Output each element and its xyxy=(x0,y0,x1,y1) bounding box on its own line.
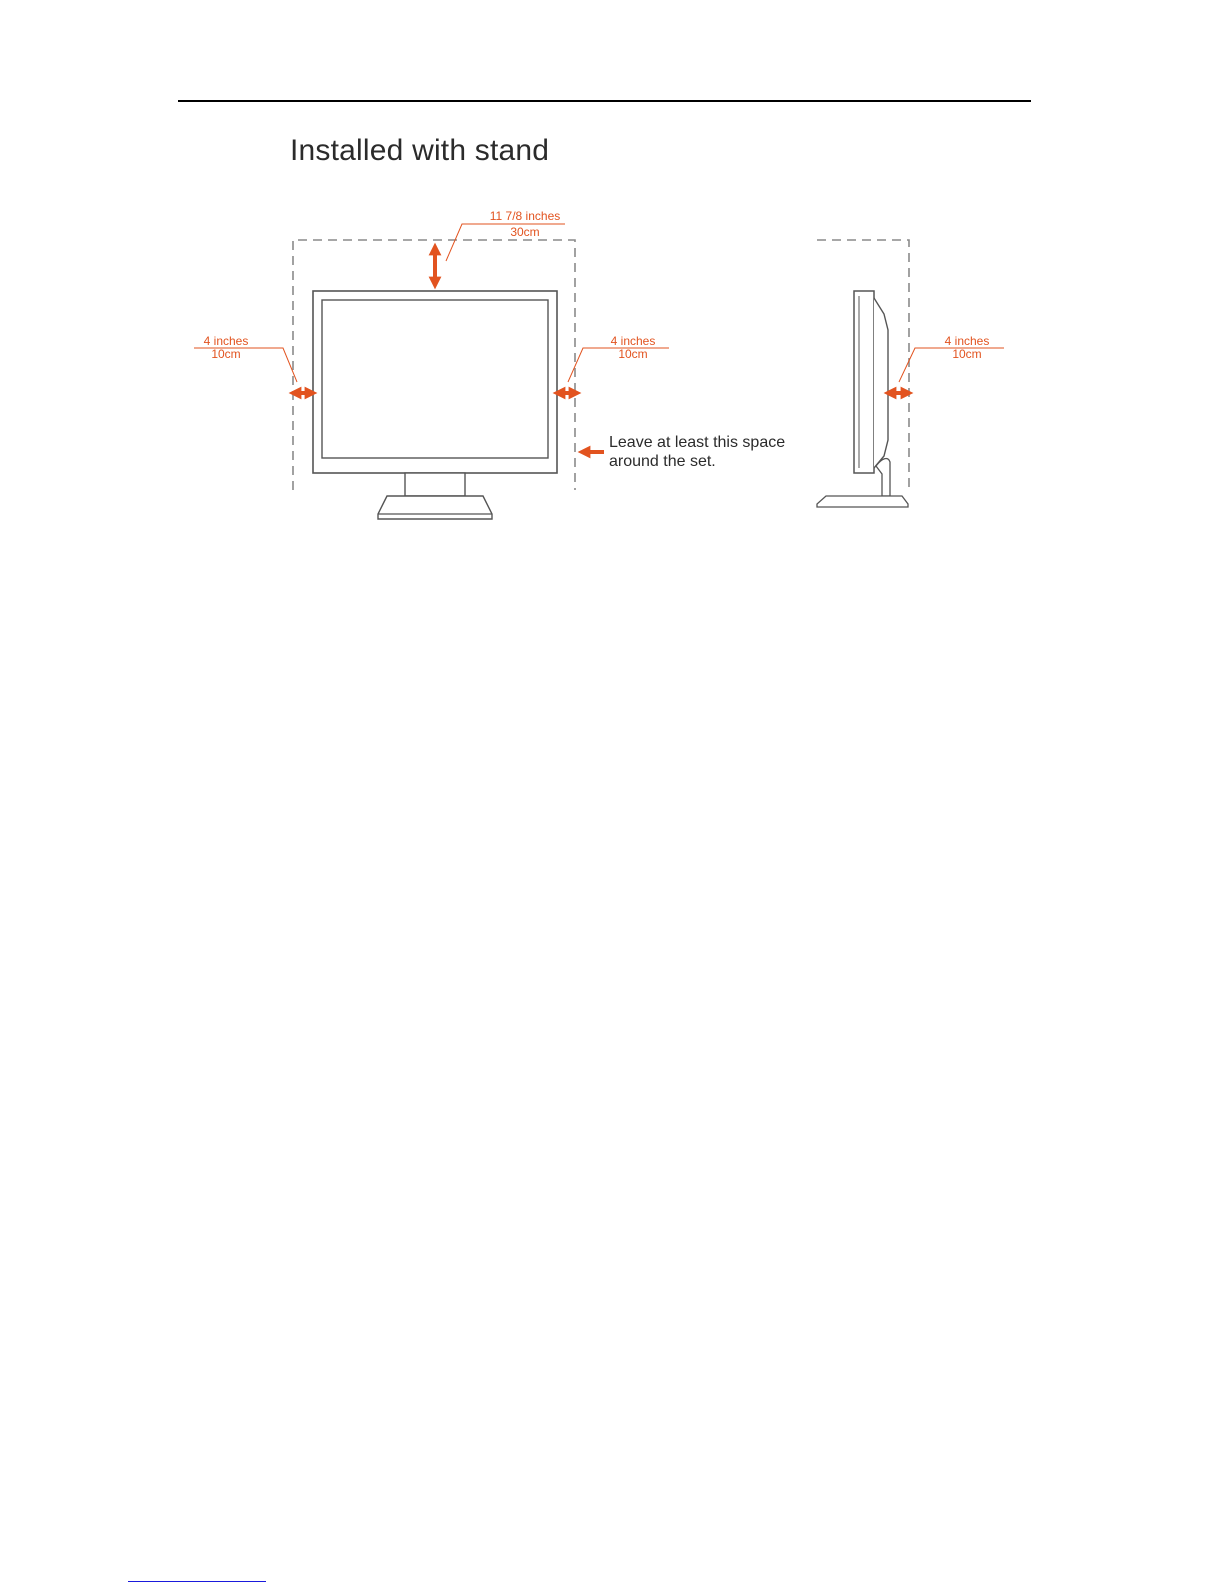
note-line-1: Leave at least this space xyxy=(609,434,786,451)
note-line-2: around the set. xyxy=(609,453,716,470)
side-monitor-bezel xyxy=(854,291,874,473)
monitor-neck xyxy=(405,473,465,496)
left-clearance-label-inches: 4 inches xyxy=(203,334,249,348)
clearance-diagram xyxy=(0,0,1225,600)
left-clearance-label-cm: 10cm xyxy=(211,347,241,361)
top-clearance-label-cm: 30cm xyxy=(510,225,540,239)
monitor-base xyxy=(378,496,492,519)
right-clearance-label-inches: 4 inches xyxy=(610,334,656,348)
side-view xyxy=(817,240,1004,507)
side-stand-base xyxy=(817,496,908,507)
right-clearance-label-cm: 10cm xyxy=(618,347,648,361)
side-stand-neck xyxy=(876,459,890,496)
page-title: Installed with stand xyxy=(290,134,550,167)
footer-link-rule xyxy=(128,1581,266,1582)
front-view xyxy=(194,209,785,519)
monitor-screen xyxy=(322,300,548,458)
rear-clearance-label-inches: 4 inches xyxy=(944,334,990,348)
side-monitor-back xyxy=(874,298,888,468)
top-clearance-label-inches: 11 7/8 inches xyxy=(489,209,561,223)
rear-clearance-label-cm: 10cm xyxy=(952,347,982,361)
left-clearance-leader xyxy=(194,348,297,382)
top-clearance-leader xyxy=(446,224,565,261)
